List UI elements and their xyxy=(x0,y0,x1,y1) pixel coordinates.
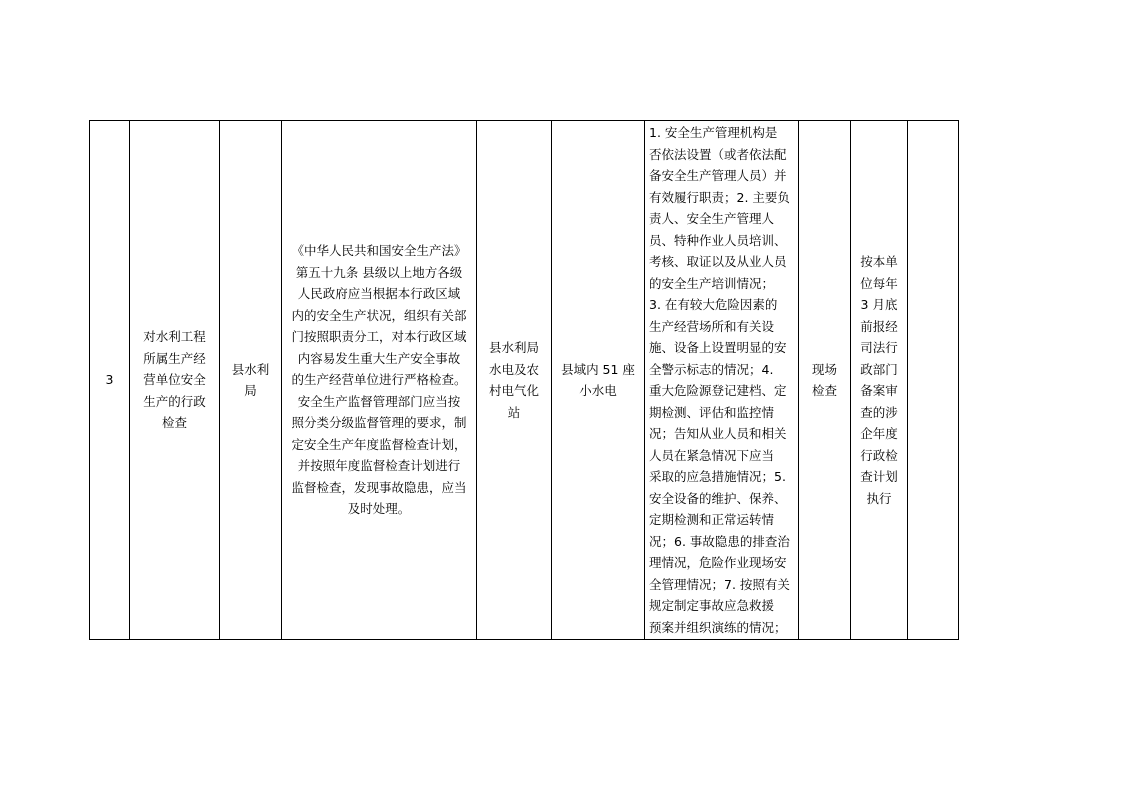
text-line: 采取的应急措施情况；5. xyxy=(649,469,786,484)
text-line: 前报经 xyxy=(860,318,898,334)
text-line: 员、特种作业人员培训、 xyxy=(649,232,787,248)
inspection-content-cell xyxy=(645,121,799,640)
text-line: 执行 xyxy=(866,490,892,506)
text-line: 责人、安全生产管理人 xyxy=(649,211,775,226)
text-line: 况；告知从业人员和相关 xyxy=(649,426,787,441)
text-line: 位每年 xyxy=(860,275,898,291)
text-line: 监督检查，发现事故隐患，应当 xyxy=(291,479,467,495)
text-line: 人员在紧急情况下应当 xyxy=(649,447,775,463)
text-line: 水电及农 xyxy=(488,361,539,377)
text-line: 全警示标志的情况；4. xyxy=(649,361,774,377)
inspection-table xyxy=(89,120,959,640)
text-line: 全管理情况；7. 按照有关 xyxy=(649,576,790,592)
inspection-content xyxy=(645,122,798,638)
text-line: 对水利工程 xyxy=(143,329,206,345)
legal-basis-cell xyxy=(282,121,477,640)
text-line: 查的涉 xyxy=(860,404,898,420)
text-line: 安全生产监督管理部门应当按 xyxy=(297,393,461,409)
remarks-cell xyxy=(908,121,959,640)
text-line: 政部门 xyxy=(860,361,898,377)
text-line: 施、设备上设置明显的安 xyxy=(649,340,787,355)
text-line: 否依法设置（或者依法配 xyxy=(649,146,787,162)
text-line: 备安全生产管理人员）并 xyxy=(649,168,787,183)
text-line: 按本单 xyxy=(860,254,898,269)
text-line: 理情况，危险作业现场安 xyxy=(649,555,787,570)
table-row xyxy=(90,121,959,640)
department xyxy=(220,359,281,402)
text-line: 备案审 xyxy=(860,383,898,398)
inspection-item xyxy=(130,326,219,434)
text-line: 人民政府应当根据本行政区域 xyxy=(297,286,461,302)
legal-basis xyxy=(282,240,476,520)
text-line: 的安全生产培训情况； xyxy=(649,275,775,291)
text-line: 生产经营场所和有关设 xyxy=(649,318,775,334)
text-line: 况；6. 事故隐患的排查治 xyxy=(649,533,790,549)
text-line: 内容易发生重大生产安全事故 xyxy=(297,350,461,366)
text-line: 《中华人民共和国安全生产法》 xyxy=(291,243,467,259)
text-line: 企年度 xyxy=(860,426,898,441)
text-line: 内的安全生产状况，组织有关部 xyxy=(291,307,467,323)
text-line: 照分类分级监督管理的要求，制 xyxy=(291,415,467,431)
text-line: 定安全生产年度监督检查计划， xyxy=(291,436,467,452)
text-line: 村电气化 xyxy=(488,383,539,398)
implementer-cell xyxy=(477,121,552,640)
text-line: 门按照职责分工，对本行政区域 xyxy=(291,329,467,345)
row-index: 3 xyxy=(105,372,114,388)
implementer xyxy=(477,337,551,423)
text-line: 预案并组织演练的情况； xyxy=(649,619,787,635)
text-line: 并按照年度监督检查计划进行 xyxy=(297,458,461,474)
text-line: 站 xyxy=(507,404,521,420)
text-line: 考核、取证以及从业人员 xyxy=(649,254,787,269)
text-line: 第五十九条 县级以上地方各级 xyxy=(295,264,463,280)
text-line: 营单位安全 xyxy=(143,372,206,388)
text-line: 3. 在有较大危险因素的 xyxy=(649,297,778,312)
text-line: 县域内 51 座 xyxy=(561,361,635,377)
inspection-item-cell xyxy=(130,121,220,640)
text-line: 生产的行政 xyxy=(143,393,206,409)
text-line: 局 xyxy=(244,383,257,398)
text-line: 县水利局 xyxy=(488,340,539,355)
text-line: 3 月底 xyxy=(860,297,898,312)
text-line: 检查 xyxy=(811,383,837,398)
text-line: 1. 安全生产管理机构是 xyxy=(649,125,778,140)
text-line: 安全设备的维护、保养、 xyxy=(649,490,787,506)
text-line: 有效履行职责；2. 主要负 xyxy=(649,189,790,205)
text-line: 行政检 xyxy=(860,447,898,463)
text-line: 小水电 xyxy=(579,383,617,398)
text-line: 重大危险源登记建档、定 xyxy=(649,383,787,398)
scope-cell xyxy=(552,121,645,640)
row-index-cell xyxy=(90,121,130,640)
text-line: 司法行 xyxy=(860,340,898,355)
inspection-method xyxy=(799,359,850,402)
text-line: 现场 xyxy=(811,361,837,377)
text-line: 检查 xyxy=(161,415,187,431)
text-line: 定期检测和正常运转情 xyxy=(649,512,775,527)
text-line: 所属生产经 xyxy=(143,350,206,366)
text-line: 期检测、评估和监控情 xyxy=(649,404,775,420)
inspection-frequency xyxy=(851,251,907,509)
text-line: 的生产经营单位进行严格检查。 xyxy=(291,372,467,388)
inspection-scope xyxy=(552,359,644,402)
text-line: 县水利 xyxy=(231,361,270,377)
method-cell xyxy=(799,121,851,640)
department-cell xyxy=(220,121,282,640)
text-line: 查计划 xyxy=(860,469,898,484)
frequency-cell xyxy=(851,121,908,640)
text-line: 规定制定事故应急救援 xyxy=(649,598,775,613)
text-line: 及时处理。 xyxy=(347,501,411,517)
